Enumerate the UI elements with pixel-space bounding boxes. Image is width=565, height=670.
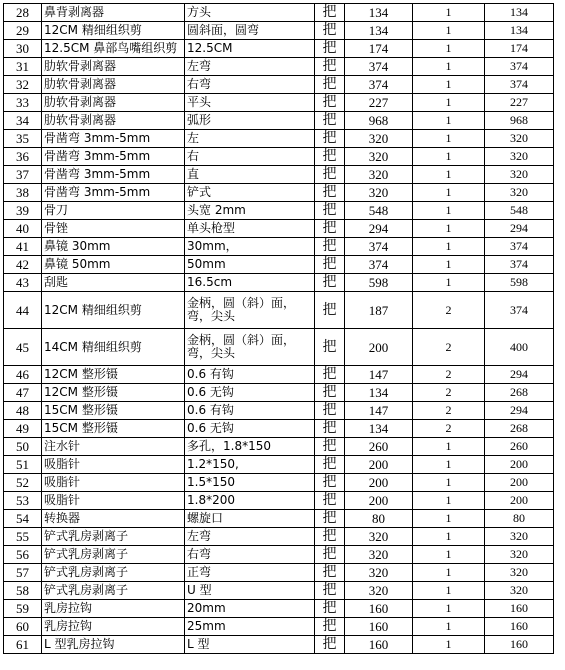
item-spec-cell: 0.6 无钩 xyxy=(185,420,315,438)
table-row xyxy=(4,366,554,384)
unit-cell: 把 xyxy=(315,618,345,636)
quantity-cell: 2 xyxy=(413,402,485,420)
table-row xyxy=(4,184,554,202)
total-price-cell: 268 xyxy=(485,420,554,438)
table-row xyxy=(4,22,554,40)
quantity-cell: 1 xyxy=(413,76,485,94)
item-spec-cell: 1.2*150, xyxy=(185,456,315,474)
unit-price-cell: 968 xyxy=(345,112,413,130)
item-spec-cell: 螺旋口 xyxy=(185,510,315,528)
row-number-cell: 38 xyxy=(4,184,42,202)
unit-cell: 把 xyxy=(315,40,345,58)
unit-price-cell: 294 xyxy=(345,220,413,238)
unit-price-cell: 227 xyxy=(345,94,413,112)
unit-cell: 把 xyxy=(315,4,345,22)
row-number-cell: 29 xyxy=(4,22,42,40)
total-price-cell: 260 xyxy=(485,438,554,456)
row-number-cell: 50 xyxy=(4,438,42,456)
table-row xyxy=(4,492,554,510)
unit-price-cell: 548 xyxy=(345,202,413,220)
total-price-cell: 80 xyxy=(485,510,554,528)
quantity-cell: 1 xyxy=(413,582,485,600)
unit-price-cell: 320 xyxy=(345,166,413,184)
item-name-cell: 吸脂针 xyxy=(42,492,185,510)
item-name-cell: 12CM 精细组织剪 xyxy=(42,292,185,329)
unit-price-cell: 200 xyxy=(345,329,413,366)
row-number-cell: 55 xyxy=(4,528,42,546)
row-number-cell: 42 xyxy=(4,256,42,274)
unit-price-cell: 320 xyxy=(345,184,413,202)
unit-cell: 把 xyxy=(315,600,345,618)
quantity-cell: 1 xyxy=(413,4,485,22)
unit-price-cell: 200 xyxy=(345,474,413,492)
unit-price-cell: 134 xyxy=(345,420,413,438)
row-number-cell: 45 xyxy=(4,329,42,366)
unit-cell: 把 xyxy=(315,184,345,202)
item-name-cell: 注水针 xyxy=(42,438,185,456)
row-number-cell: 48 xyxy=(4,402,42,420)
table-row xyxy=(4,329,554,366)
item-name-cell: 肋软骨剥离器 xyxy=(42,112,185,130)
total-price-cell: 320 xyxy=(485,546,554,564)
item-spec-cell: 左弯 xyxy=(185,58,315,76)
item-spec-cell: 1.5*150 xyxy=(185,474,315,492)
row-number-cell: 41 xyxy=(4,238,42,256)
item-spec-cell: 左弯 xyxy=(185,528,315,546)
item-name-cell: 15CM 整形镊 xyxy=(42,420,185,438)
row-number-cell: 58 xyxy=(4,582,42,600)
item-name-cell: 肋软骨剥离器 xyxy=(42,94,185,112)
item-name-cell: 肋软骨剥离器 xyxy=(42,76,185,94)
quantity-cell: 1 xyxy=(413,40,485,58)
table-row xyxy=(4,510,554,528)
unit-cell: 把 xyxy=(315,148,345,166)
unit-price-cell: 174 xyxy=(345,40,413,58)
row-number-cell: 30 xyxy=(4,40,42,58)
quantity-cell: 1 xyxy=(413,94,485,112)
total-price-cell: 320 xyxy=(485,582,554,600)
item-spec-cell: 1.8*200 xyxy=(185,492,315,510)
quantity-cell: 1 xyxy=(413,274,485,292)
item-spec-cell: 30mm， xyxy=(185,238,315,256)
table-row xyxy=(4,40,554,58)
unit-price-cell: 160 xyxy=(345,600,413,618)
unit-price-cell: 134 xyxy=(345,4,413,22)
row-number-cell: 43 xyxy=(4,274,42,292)
unit-price-cell: 80 xyxy=(345,510,413,528)
total-price-cell: 200 xyxy=(485,456,554,474)
item-spec-cell: L 型 xyxy=(185,636,315,654)
total-price-cell: 400 xyxy=(485,329,554,366)
row-number-cell: 56 xyxy=(4,546,42,564)
total-price-cell: 134 xyxy=(485,4,554,22)
row-number-cell: 40 xyxy=(4,220,42,238)
unit-cell: 把 xyxy=(315,76,345,94)
total-price-cell: 320 xyxy=(485,564,554,582)
item-name-cell: 刮匙 xyxy=(42,274,185,292)
item-spec-cell: 直 xyxy=(185,166,315,184)
quantity-cell: 1 xyxy=(413,202,485,220)
unit-cell: 把 xyxy=(315,238,345,256)
quantity-cell: 1 xyxy=(413,112,485,130)
row-number-cell: 33 xyxy=(4,94,42,112)
unit-price-cell: 134 xyxy=(345,384,413,402)
instrument-price-table xyxy=(3,3,554,654)
table-row xyxy=(4,292,554,329)
row-number-cell: 44 xyxy=(4,292,42,329)
unit-cell: 把 xyxy=(315,130,345,148)
unit-price-cell: 320 xyxy=(345,546,413,564)
unit-price-cell: 260 xyxy=(345,438,413,456)
item-name-cell: 吸脂针 xyxy=(42,474,185,492)
table-row xyxy=(4,274,554,292)
table-row xyxy=(4,220,554,238)
item-spec-cell: 20mm xyxy=(185,600,315,618)
unit-cell: 把 xyxy=(315,274,345,292)
unit-price-cell: 374 xyxy=(345,256,413,274)
item-name-cell: 鼻镜 30mm xyxy=(42,238,185,256)
quantity-cell: 1 xyxy=(413,528,485,546)
item-spec-cell: 0.6 有钩 xyxy=(185,402,315,420)
table-row xyxy=(4,202,554,220)
unit-price-cell: 598 xyxy=(345,274,413,292)
item-spec-cell: 右弯 xyxy=(185,546,315,564)
total-price-cell: 268 xyxy=(485,384,554,402)
quantity-cell: 1 xyxy=(413,600,485,618)
item-spec-cell: 金柄，圆（斜）面，弯，尖头 xyxy=(185,292,315,329)
table-row xyxy=(4,94,554,112)
unit-cell: 把 xyxy=(315,58,345,76)
item-name-cell: 肋软骨剥离器 xyxy=(42,58,185,76)
table-row xyxy=(4,528,554,546)
unit-cell: 把 xyxy=(315,22,345,40)
table-row xyxy=(4,238,554,256)
quantity-cell: 1 xyxy=(413,256,485,274)
unit-cell: 把 xyxy=(315,420,345,438)
total-price-cell: 134 xyxy=(485,22,554,40)
unit-price-cell: 320 xyxy=(345,582,413,600)
item-spec-cell: U 型 xyxy=(185,582,315,600)
quantity-cell: 1 xyxy=(413,618,485,636)
row-number-cell: 49 xyxy=(4,420,42,438)
item-name-cell: 14CM 精细组织剪 xyxy=(42,329,185,366)
item-spec-cell: 12.5CM xyxy=(185,40,315,58)
unit-price-cell: 147 xyxy=(345,366,413,384)
total-price-cell: 968 xyxy=(485,112,554,130)
unit-price-cell: 320 xyxy=(345,564,413,582)
unit-price-cell: 200 xyxy=(345,492,413,510)
unit-price-cell: 374 xyxy=(345,58,413,76)
unit-price-cell: 374 xyxy=(345,76,413,94)
quantity-cell: 2 xyxy=(413,420,485,438)
total-price-cell: 548 xyxy=(485,202,554,220)
item-name-cell: 骨刀 xyxy=(42,202,185,220)
total-price-cell: 374 xyxy=(485,76,554,94)
quantity-cell: 1 xyxy=(413,22,485,40)
quantity-cell: 1 xyxy=(413,184,485,202)
total-price-cell: 200 xyxy=(485,474,554,492)
row-number-cell: 52 xyxy=(4,474,42,492)
unit-price-cell: 160 xyxy=(345,618,413,636)
item-name-cell: 12CM 整形镊 xyxy=(42,384,185,402)
total-price-cell: 374 xyxy=(485,58,554,76)
unit-cell: 把 xyxy=(315,636,345,654)
total-price-cell: 294 xyxy=(485,220,554,238)
unit-cell: 把 xyxy=(315,528,345,546)
table-row xyxy=(4,582,554,600)
item-spec-cell: 平头 xyxy=(185,94,315,112)
table-row xyxy=(4,58,554,76)
quantity-cell: 2 xyxy=(413,384,485,402)
row-number-cell: 53 xyxy=(4,492,42,510)
unit-cell: 把 xyxy=(315,474,345,492)
table-row xyxy=(4,130,554,148)
quantity-cell: 1 xyxy=(413,166,485,184)
item-name-cell: 骨凿弯 3mm-5mm xyxy=(42,166,185,184)
table-row xyxy=(4,474,554,492)
unit-cell: 把 xyxy=(315,492,345,510)
item-name-cell: 铲式乳房剥离子 xyxy=(42,564,185,582)
table-row xyxy=(4,256,554,274)
total-price-cell: 227 xyxy=(485,94,554,112)
table-row xyxy=(4,76,554,94)
item-name-cell: 12CM 整形镊 xyxy=(42,366,185,384)
item-spec-cell: 金柄，圆（斜）面，弯，尖头 xyxy=(185,329,315,366)
row-number-cell: 54 xyxy=(4,510,42,528)
row-number-cell: 46 xyxy=(4,366,42,384)
row-number-cell: 31 xyxy=(4,58,42,76)
item-spec-cell: 右弯 xyxy=(185,76,315,94)
table-row xyxy=(4,600,554,618)
quantity-cell: 1 xyxy=(413,148,485,166)
row-number-cell: 36 xyxy=(4,148,42,166)
item-name-cell: 铲式乳房剥离子 xyxy=(42,528,185,546)
table-row xyxy=(4,4,554,22)
item-name-cell: 骨凿弯 3mm-5mm xyxy=(42,130,185,148)
total-price-cell: 320 xyxy=(485,184,554,202)
item-spec-cell: 圆斜面，圆弯 xyxy=(185,22,315,40)
table-row xyxy=(4,166,554,184)
quantity-cell: 1 xyxy=(413,438,485,456)
unit-price-cell: 200 xyxy=(345,456,413,474)
unit-price-cell: 160 xyxy=(345,636,413,654)
unit-price-cell: 374 xyxy=(345,238,413,256)
total-price-cell: 320 xyxy=(485,528,554,546)
unit-cell: 把 xyxy=(315,564,345,582)
item-spec-cell: 正弯 xyxy=(185,564,315,582)
unit-price-cell: 147 xyxy=(345,402,413,420)
item-spec-cell: 右 xyxy=(185,148,315,166)
item-name-cell: 骨凿弯 3mm-5mm xyxy=(42,148,185,166)
total-price-cell: 374 xyxy=(485,292,554,329)
item-name-cell: 鼻背剥离器 xyxy=(42,4,185,22)
unit-cell: 把 xyxy=(315,546,345,564)
item-name-cell: 铲式乳房剥离子 xyxy=(42,546,185,564)
row-number-cell: 39 xyxy=(4,202,42,220)
total-price-cell: 200 xyxy=(485,492,554,510)
row-number-cell: 47 xyxy=(4,384,42,402)
row-number-cell: 60 xyxy=(4,618,42,636)
table-row xyxy=(4,420,554,438)
item-spec-cell: 左 xyxy=(185,130,315,148)
item-name-cell: 骨锉 xyxy=(42,220,185,238)
total-price-cell: 598 xyxy=(485,274,554,292)
item-name-cell: 鼻镜 50mm xyxy=(42,256,185,274)
unit-cell: 把 xyxy=(315,94,345,112)
total-price-cell: 174 xyxy=(485,40,554,58)
unit-cell: 把 xyxy=(315,366,345,384)
quantity-cell: 1 xyxy=(413,220,485,238)
table-row xyxy=(4,456,554,474)
total-price-cell: 294 xyxy=(485,366,554,384)
unit-cell: 把 xyxy=(315,384,345,402)
table-row xyxy=(4,618,554,636)
table-row xyxy=(4,402,554,420)
item-name-cell: 15CM 整形镊 xyxy=(42,402,185,420)
item-spec-cell: 方头 xyxy=(185,4,315,22)
unit-cell: 把 xyxy=(315,510,345,528)
item-spec-cell: 16.5cm xyxy=(185,274,315,292)
item-spec-cell: 25mm xyxy=(185,618,315,636)
item-name-cell: 12.5CM 鼻部鸟嘴组织剪 xyxy=(42,40,185,58)
total-price-cell: 294 xyxy=(485,402,554,420)
item-spec-cell: 单头枪型 xyxy=(185,220,315,238)
item-name-cell: 乳房拉钩 xyxy=(42,600,185,618)
unit-cell: 把 xyxy=(315,438,345,456)
table-row xyxy=(4,636,554,654)
table-row xyxy=(4,564,554,582)
unit-cell: 把 xyxy=(315,582,345,600)
unit-cell: 把 xyxy=(315,402,345,420)
item-name-cell: 铲式乳房剥离子 xyxy=(42,582,185,600)
total-price-cell: 320 xyxy=(485,166,554,184)
table-body xyxy=(4,4,554,654)
row-number-cell: 57 xyxy=(4,564,42,582)
quantity-cell: 1 xyxy=(413,564,485,582)
table-row xyxy=(4,438,554,456)
total-price-cell: 160 xyxy=(485,600,554,618)
unit-price-cell: 320 xyxy=(345,130,413,148)
item-spec-cell: 多孔，1.8*150 xyxy=(185,438,315,456)
unit-price-cell: 134 xyxy=(345,22,413,40)
row-number-cell: 51 xyxy=(4,456,42,474)
unit-price-cell: 320 xyxy=(345,148,413,166)
item-spec-cell: 0.6 无钩 xyxy=(185,384,315,402)
quantity-cell: 1 xyxy=(413,636,485,654)
total-price-cell: 320 xyxy=(485,148,554,166)
unit-cell: 把 xyxy=(315,456,345,474)
row-number-cell: 61 xyxy=(4,636,42,654)
item-spec-cell: 弧形 xyxy=(185,112,315,130)
item-spec-cell: 铲式 xyxy=(185,184,315,202)
unit-cell: 把 xyxy=(315,202,345,220)
item-spec-cell: 50mm xyxy=(185,256,315,274)
unit-cell: 把 xyxy=(315,166,345,184)
item-name-cell: L 型乳房拉钩 xyxy=(42,636,185,654)
item-name-cell: 吸脂针 xyxy=(42,456,185,474)
unit-cell: 把 xyxy=(315,292,345,329)
item-name-cell: 转换器 xyxy=(42,510,185,528)
quantity-cell: 1 xyxy=(413,130,485,148)
unit-price-cell: 320 xyxy=(345,528,413,546)
total-price-cell: 320 xyxy=(485,130,554,148)
quantity-cell: 1 xyxy=(413,58,485,76)
table-row xyxy=(4,384,554,402)
unit-cell: 把 xyxy=(315,220,345,238)
item-spec-cell: 0.6 有钩 xyxy=(185,366,315,384)
quantity-cell: 1 xyxy=(413,546,485,564)
unit-cell: 把 xyxy=(315,256,345,274)
total-price-cell: 374 xyxy=(485,238,554,256)
unit-cell: 把 xyxy=(315,329,345,366)
item-name-cell: 骨凿弯 3mm-5mm xyxy=(42,184,185,202)
quantity-cell: 2 xyxy=(413,292,485,329)
item-name-cell: 12CM 精细组织剪 xyxy=(42,22,185,40)
quantity-cell: 2 xyxy=(413,329,485,366)
quantity-cell: 1 xyxy=(413,510,485,528)
table-row xyxy=(4,546,554,564)
quantity-cell: 1 xyxy=(413,474,485,492)
row-number-cell: 59 xyxy=(4,600,42,618)
unit-cell: 把 xyxy=(315,112,345,130)
table-row xyxy=(4,148,554,166)
row-number-cell: 28 xyxy=(4,4,42,22)
row-number-cell: 35 xyxy=(4,130,42,148)
quantity-cell: 1 xyxy=(413,238,485,256)
item-spec-cell: 头宽 2mm xyxy=(185,202,315,220)
total-price-cell: 374 xyxy=(485,256,554,274)
row-number-cell: 37 xyxy=(4,166,42,184)
table-row xyxy=(4,112,554,130)
row-number-cell: 34 xyxy=(4,112,42,130)
total-price-cell: 160 xyxy=(485,618,554,636)
unit-price-cell: 187 xyxy=(345,292,413,329)
item-name-cell: 乳房拉钩 xyxy=(42,618,185,636)
total-price-cell: 160 xyxy=(485,636,554,654)
quantity-cell: 2 xyxy=(413,366,485,384)
quantity-cell: 1 xyxy=(413,456,485,474)
row-number-cell: 32 xyxy=(4,76,42,94)
quantity-cell: 1 xyxy=(413,492,485,510)
